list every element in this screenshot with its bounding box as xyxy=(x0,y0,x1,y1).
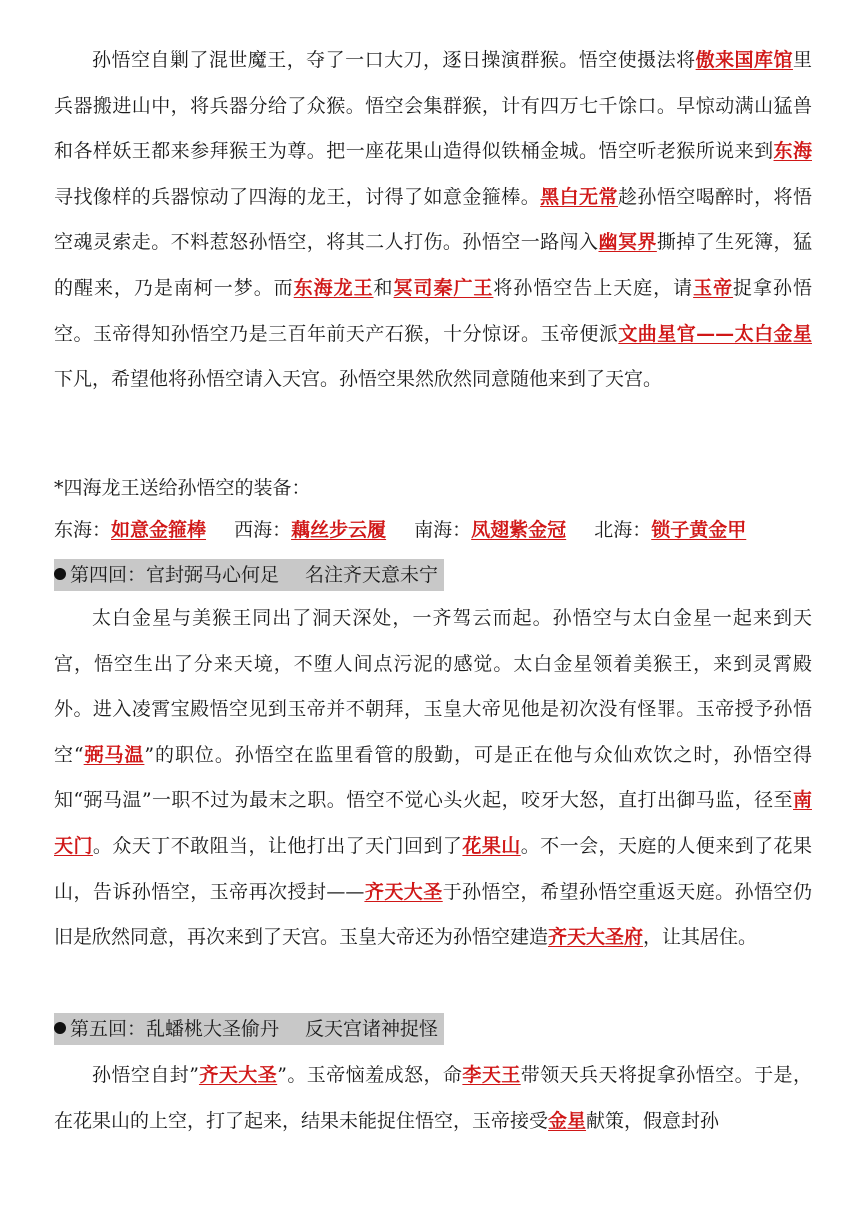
paragraph-chapter5-summary xyxy=(54,1053,812,1144)
sea-label-south: 南海： xyxy=(414,519,472,541)
chapter-4-heading xyxy=(54,559,444,591)
bullet-icon xyxy=(54,1022,66,1034)
keyword-jinxing[interactable]: 金星 xyxy=(548,1109,587,1132)
keyword-qitian-dasheng[interactable]: 齐天大圣 xyxy=(198,1064,278,1086)
text: 寻找像样的兵器惊动了四海的龙王，讨得了如意金箍棒。 xyxy=(54,185,541,208)
text: 于孙悟空，希望孙悟空重返天庭。孙悟空仍旧是欣然同意，再次来到了天宫。玉皇大帝还为孙悟空建造 xyxy=(54,880,812,949)
text: 带领天兵天将捉拿孙悟空。于是，在花果山的上空，打了起来，结果未能捉住悟空，玉帝接受 xyxy=(54,1064,812,1132)
text: 。不一会，天庭的人便来到了花果山，告诉孙悟空，玉帝再次授封—— xyxy=(54,834,812,903)
sea-label-west: 西海： xyxy=(234,519,292,541)
text: 撕掉了生死簿，猛的醒来，乃是南柯一梦。而 xyxy=(54,231,812,299)
keyword-underworld[interactable]: 幽冥界 xyxy=(598,231,657,254)
text: 太白金星与美猴王同出了洞天深处，一齐驾云而起。孙悟空与太白金星一起来到天宫，悟空生出了分来天境，不堕人间点污泥的感觉。太白金星领着美猴王，来到灵霄殿外。进入凌霄宝殿悟空见到玉帝并不朝拜，玉皇大帝见他是初次没有怪罪。玉帝授予孙悟空“ xyxy=(54,607,812,766)
keyword-bimawen[interactable]: 弼马温 xyxy=(83,743,145,766)
text: 捉拿孙悟空。玉帝得知孙悟空乃是三百年前天产石猴，十分惊讶。玉帝便派 xyxy=(54,276,812,345)
text: 下凡，希望他将孙悟空请入天宫。孙悟空果然欣然同意随他来到了天宫。 xyxy=(54,368,663,391)
sea-label-north: 北海： xyxy=(594,519,652,541)
equipment-list xyxy=(54,518,746,542)
bullet-icon xyxy=(54,568,66,580)
text: 里兵器搬进山中，将兵器分给了众猴。悟空会集群猴，计有四万七千馀口。早惊动满山猛兽和各样妖王都来参拜猴王为尊。把一座花果山造得似铁桶金城。悟空听老猴所说来到 xyxy=(54,49,812,163)
sea-label-east: 东海： xyxy=(54,519,112,541)
keyword-li-tianwang[interactable]: 李天王 xyxy=(462,1064,521,1086)
chapter-4-number: 第四回：官封弼马心何足 xyxy=(70,564,280,586)
text: 。众天丁不敢阻当，让他打出了天门回到了 xyxy=(92,834,463,857)
keyword-east-sea-dragon-king[interactable]: 东海龙王 xyxy=(293,276,374,299)
keyword-qin-guang-wang[interactable]: 冥司秦广王 xyxy=(393,276,494,299)
paragraph-chapter4-summary xyxy=(54,596,812,961)
text: ，让其居住。 xyxy=(643,926,758,949)
equipment-item-north[interactable]: 锁子黄金甲 xyxy=(651,519,747,541)
equipment-item-south[interactable]: 凤翅紫金冠 xyxy=(471,519,567,541)
equipment-item-east[interactable]: 如意金箍棒 xyxy=(111,519,207,541)
keyword-taibai-jinxing[interactable]: 文曲星官——太白金星 xyxy=(618,322,812,345)
keyword-qitian-dasheng[interactable]: 齐天大圣 xyxy=(364,880,443,903)
text: 和 xyxy=(373,276,394,299)
text: 献策，假意封孙 xyxy=(586,1109,720,1132)
keyword-south-heaven-gate[interactable]: 南天门 xyxy=(54,789,812,857)
text: ”的职位。孙悟空在监里看管的殷勤，可是正在他与众仙欢饮之时，孙悟空得知“弼马温”一职不过为最末之职。悟空不觉心头火起，咬牙大怒，直打出御马监，径至 xyxy=(54,743,812,812)
keyword-qitian-dasheng-mansion[interactable]: 齐天大圣府 xyxy=(548,926,644,949)
text: 孙悟空自封” xyxy=(92,1064,199,1086)
text: 孙悟空自剿了混世魔王，夺了一口大刀，逐日操演群猴。悟空使摄法将 xyxy=(92,49,696,71)
text: ”。玉帝恼羞成怒，命 xyxy=(277,1064,463,1086)
chapter-4-title: 名注齐天意未宁 xyxy=(305,564,439,586)
keyword-huaguo-mountain[interactable]: 花果山 xyxy=(462,834,521,857)
keyword-east-sea[interactable]: 东海 xyxy=(773,140,812,163)
keyword-jade-emperor[interactable]: 玉帝 xyxy=(693,276,734,299)
text: 将孙悟空告上天庭，请 xyxy=(493,276,694,299)
equipment-item-west[interactable]: 藕丝步云履 xyxy=(291,519,387,541)
chapter-5-heading xyxy=(54,1013,444,1045)
keyword-aolai-armory[interactable]: 傲来国库馆 xyxy=(695,49,793,71)
keyword-heibai-wuchang[interactable]: 黑白无常 xyxy=(540,185,618,208)
paragraph-chapter3-summary xyxy=(54,38,812,403)
text: 趁孙悟空喝醉时，将悟空魂灵索走。不料惹怒孙悟空，将其二人打伤。孙悟空一路闯入 xyxy=(54,185,812,254)
chapter-5-title: 反天宫诸神捉怪 xyxy=(305,1018,439,1040)
chapter-5-number: 第五回：乱蟠桃大圣偷丹 xyxy=(70,1018,280,1040)
equipment-intro: *四海龙王送给孙悟空的装备： xyxy=(54,477,311,499)
